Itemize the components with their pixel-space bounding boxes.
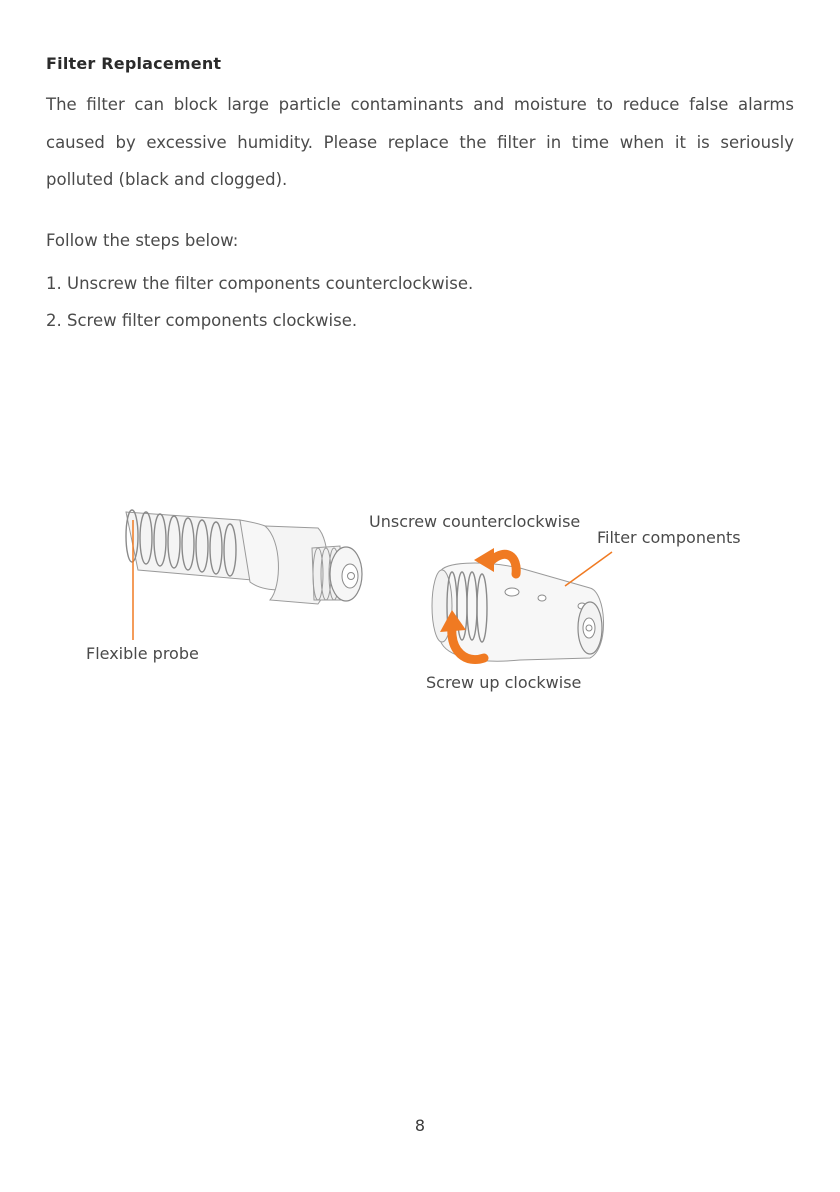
label-flexible-probe: Flexible probe bbox=[86, 644, 199, 663]
label-screw-up-clockwise: Screw up clockwise bbox=[426, 673, 582, 692]
step-1: 1. Unscrew the filter components counterclockwise. bbox=[46, 274, 474, 293]
section-heading: Filter Replacement bbox=[46, 54, 222, 73]
label-unscrew-counterclockwise: Unscrew counterclockwise bbox=[369, 512, 581, 531]
steps-intro: Follow the steps below: bbox=[46, 231, 239, 250]
page-number: 8 bbox=[414, 1116, 426, 1135]
filter-components-leader bbox=[565, 552, 612, 586]
flexible-probe-illustration bbox=[126, 510, 362, 604]
intro-paragraph: The filter can block large particle contaminants and moisture to reduce false alarms caused by excessive humidity. Please replace the filter in time when it is seriously polluted (black and clogged). bbox=[46, 95, 794, 189]
step-2: 2. Screw filter components clockwise. bbox=[46, 311, 358, 330]
label-filter-components: Filter components bbox=[597, 528, 741, 547]
